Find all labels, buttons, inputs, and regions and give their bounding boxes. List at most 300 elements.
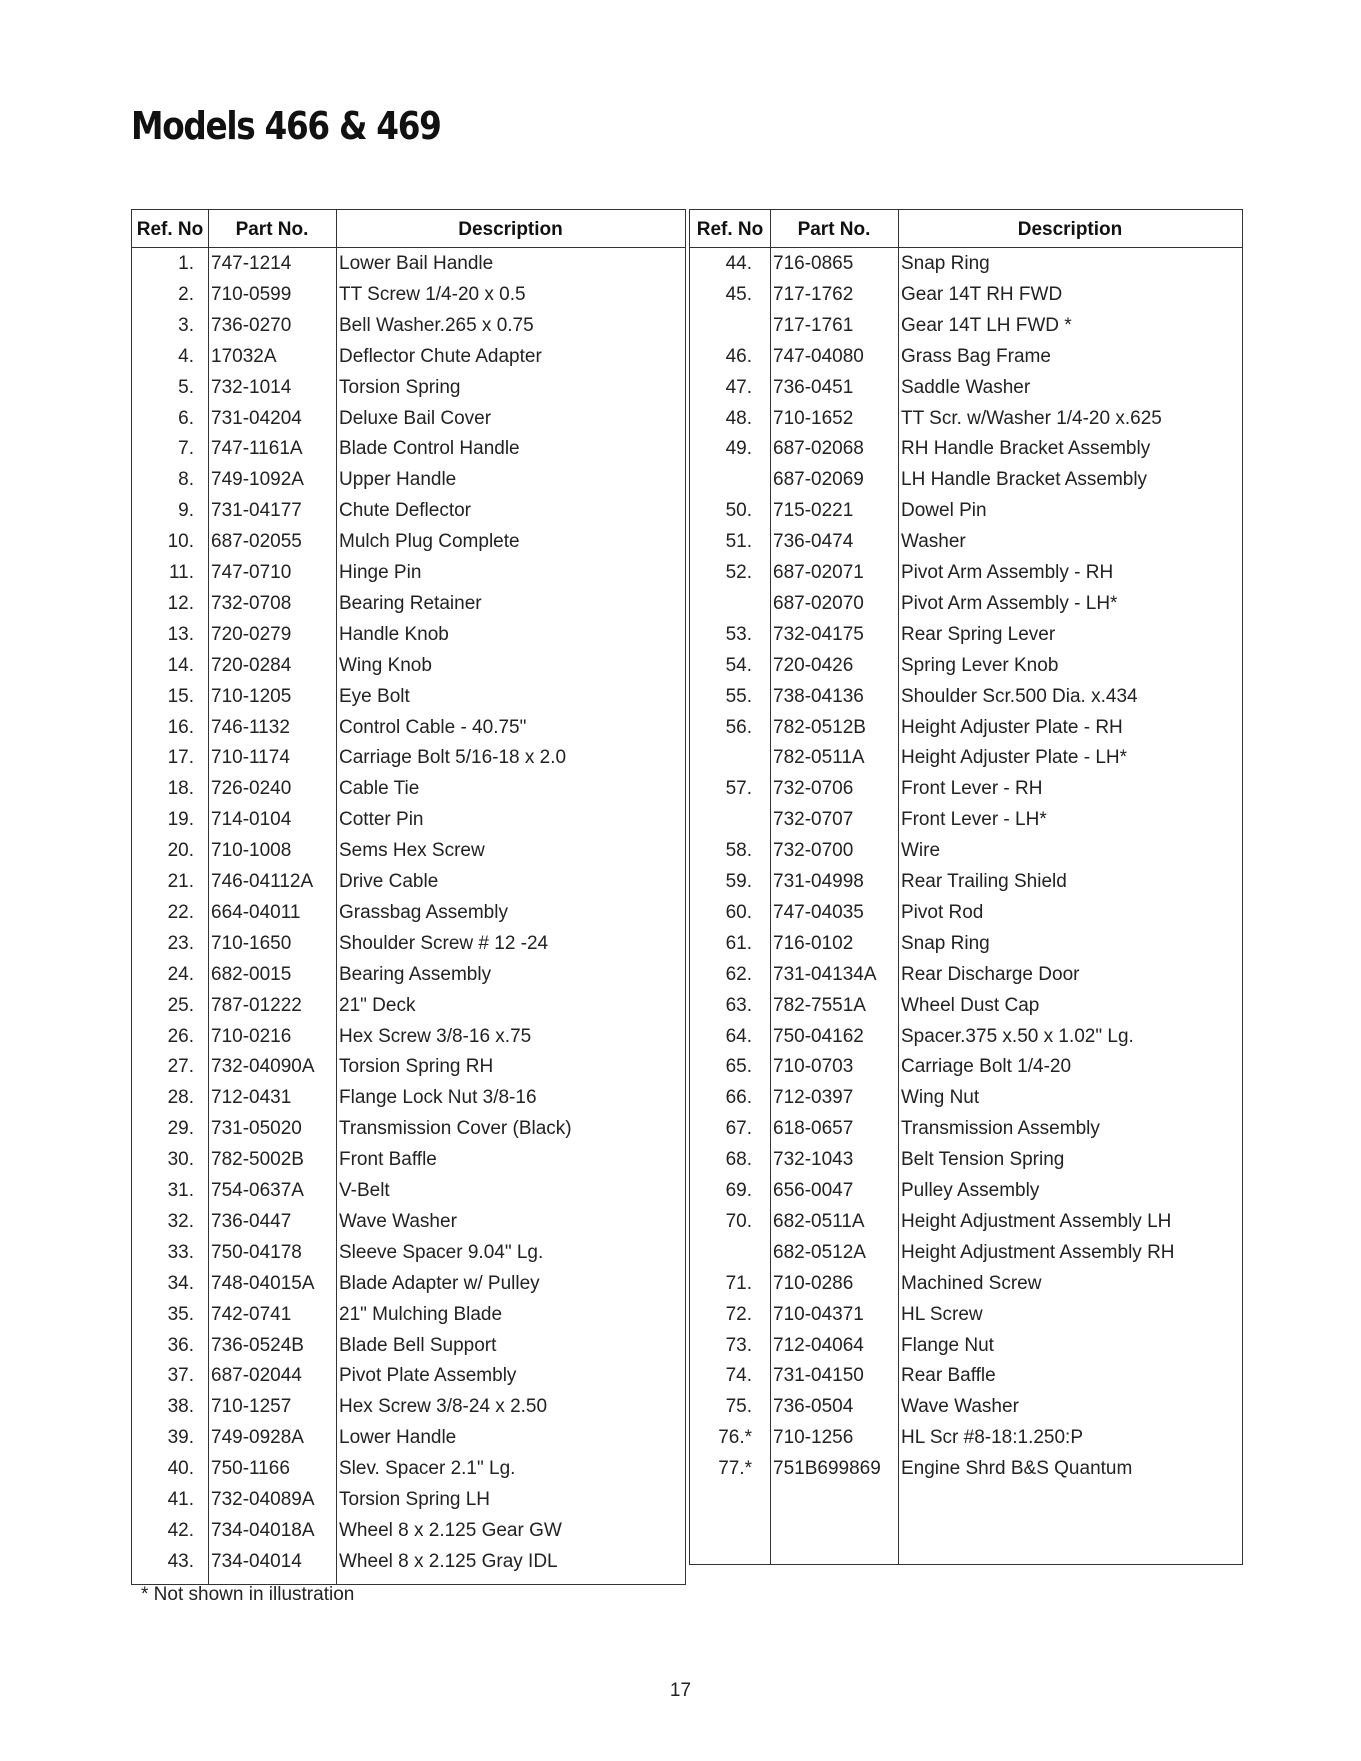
ref-no-cell: 30. [167,1149,194,1171]
table-row [132,1454,685,1484]
table-row [132,1485,685,1515]
description-cell: Front Baffle [339,1149,437,1171]
table-row [690,1361,1242,1391]
ref-no-cell: 64. [725,1025,752,1047]
description-cell: Shoulder Screw # 12 -24 [339,932,549,954]
ref-no-cell: 25. [167,994,194,1016]
part-no-cell: 710-1174 [211,747,290,769]
table-row [132,1207,685,1237]
table-row [132,373,685,403]
part-no-cell: 618-0657 [773,1118,854,1140]
ref-no-cell: 11. [168,562,194,583]
description-cell: Height Adjuster Plate - LH* [901,747,1128,769]
description-cell: Spring Lever Knob [901,654,1059,676]
ref-no-cell: 7. [178,438,194,460]
description-cell: Snap Ring [901,932,990,954]
part-no-cell: 682-0511A [773,1210,865,1232]
ref-no-cell: 50. [725,500,752,522]
description-cell: Rear Trailing Shield [901,871,1067,892]
ref-no-cell: 60. [725,901,752,923]
part-no-cell: 731-04134A [773,963,877,985]
description-cell: 21" Deck [339,994,416,1016]
part-no-cell: 782-5002B [211,1149,304,1171]
part-no-cell: 736-0270 [211,314,292,336]
description-cell: 21" Mulching Blade [339,1303,503,1325]
ref-no-cell: 21. [167,871,194,892]
part-no-cell: 732-0700 [773,840,854,862]
part-no-cell: 17032A [211,345,277,367]
ref-no-cell: 28. [167,1087,194,1109]
description-cell: Rear Discharge Door [901,963,1080,985]
table-row [132,465,685,495]
description-cell: Dowel Pin [901,500,987,522]
table-row [690,743,1242,773]
ref-no-cell: 40. [167,1458,194,1480]
description-cell: Bearing Retainer [339,592,482,614]
ref-no-cell: 26. [167,1025,194,1047]
part-no-cell: 782-0512B [773,716,866,738]
table-row [690,465,1242,495]
table-row [690,558,1242,588]
description-cell: HL Scr #8-18:1.250:P [901,1427,1084,1449]
part-no-cell: 714-0104 [211,809,292,831]
footnote: * Not shown in illustration [141,1584,355,1605]
description-cell: Gear 14T LH FWD * [901,314,1072,336]
ref-no-cell: 69. [725,1180,752,1201]
table-row [690,434,1242,464]
part-no-cell: 747-04080 [773,345,864,367]
table-row [690,1423,1242,1453]
table-row [132,1238,685,1268]
ref-no-cell: 3. [178,314,194,336]
ref-no-cell: 24. [167,963,194,985]
ref-no-cell [690,465,752,495]
description-cell: Lower Handle [339,1427,457,1449]
table-row [132,434,685,464]
table-row [132,929,685,959]
ref-no-cell: 56. [725,716,752,738]
part-no-cell: 687-02055 [211,531,302,553]
part-no-cell: 710-1257 [211,1396,292,1418]
part-no-cell: 720-0284 [211,654,292,676]
description-cell: Torsion Spring RH [339,1056,494,1078]
table-row [690,991,1242,1021]
description-cell: Drive Cable [339,871,439,892]
description-cell: Snap Ring [901,253,990,274]
ref-no-cell: 27. [167,1056,194,1078]
table-row [132,836,685,866]
part-no-cell: 750-04178 [211,1241,302,1263]
description-cell: Washer [901,531,966,553]
ref-no-cell: 43. [167,1550,194,1572]
ref-no-cell: 36. [167,1334,194,1356]
description-cell: Deluxe Bail Cover [339,407,492,429]
ref-no-cell [690,311,752,341]
ref-no-cell: 10. [167,531,194,553]
part-no-cell: 747-1214 [211,253,292,274]
table-row [690,1207,1242,1237]
table-row [132,991,685,1021]
description-cell: Bell Washer.265 x 0.75 [339,314,534,336]
table-row [132,651,685,681]
description-cell: Cable Tie [339,778,420,800]
table-row [132,280,685,310]
description-cell: Engine Shrd B&S Quantum [901,1458,1133,1480]
description-cell: Height Adjustment Assembly RH [901,1241,1175,1263]
table-row [132,311,685,341]
part-no-cell: 734-04018A [211,1519,315,1541]
description-cell: Pivot Plate Assembly [339,1365,517,1387]
part-no-cell: 710-04371 [773,1303,864,1325]
part-no-cell: 748-04015A [211,1272,315,1294]
description-cell: Hinge Pin [339,562,422,583]
parts-table-right [689,209,1243,1565]
description-cell: Pivot Arm Assembly - LH* [901,592,1118,614]
part-no-cell: 732-04090A [211,1056,315,1078]
part-no-cell: 731-04150 [773,1365,864,1387]
table-header [690,210,1242,248]
ref-no-cell: 6. [178,407,194,429]
part-no-cell: 710-0703 [773,1056,854,1078]
part-no-cell: 742-0741 [211,1303,292,1325]
ref-no-cell: 51. [725,531,752,553]
description-cell: Grass Bag Frame [901,345,1051,367]
part-no-cell: 732-1014 [211,376,292,398]
part-no-cell: 715-0221 [773,500,854,522]
header-description: Description [458,219,563,240]
description-cell: LH Handle Bracket Assembly [901,469,1148,491]
part-no-cell: 682-0015 [211,963,292,985]
table-row [132,774,685,804]
description-cell: Flange Nut [901,1334,994,1356]
table-row [132,342,685,372]
part-no-cell: 710-0286 [773,1272,854,1294]
part-no-cell: 664-04011 [211,901,301,923]
ref-no-cell: 41. [167,1489,194,1510]
ref-no-cell: 22. [167,901,194,923]
part-no-cell: 710-0599 [211,283,292,305]
ref-no-cell: 35. [167,1303,194,1325]
part-no-cell: 750-04162 [773,1025,864,1047]
ref-no-cell: 45. [725,283,752,305]
table-row [690,898,1242,928]
description-cell: Gear 14T RH FWD [901,283,1063,305]
part-no-cell: 687-02068 [773,438,864,460]
ref-no-cell: 5. [178,376,194,398]
table-row [690,280,1242,310]
description-cell: Blade Control Handle [339,438,520,460]
ref-no-cell: 44. [725,253,752,274]
part-no-cell: 682-0512A [773,1241,866,1263]
ref-no-cell: 70. [725,1210,752,1232]
part-no-cell: 720-0279 [211,623,292,645]
ref-no-cell: 54. [725,654,752,676]
description-cell: Height Adjustment Assembly LH [901,1210,1172,1232]
part-no-cell: 732-0706 [773,778,854,800]
table-row [690,1269,1242,1299]
ref-no-cell: 2. [178,283,194,305]
description-cell: Slev. Spacer 2.1" Lg. [339,1458,516,1480]
description-cell: TT Scr. w/Washer 1/4-20 x.625 [901,407,1162,429]
description-cell: Sleeve Spacer 9.04" Lg. [339,1241,544,1263]
ref-no-cell: 73. [725,1334,752,1356]
description-cell: Deflector Chute Adapter [339,345,542,367]
header-part-no: Part No. [797,219,871,240]
description-cell: Front Lever - RH [901,778,1043,800]
table-row [690,1083,1242,1113]
part-no-cell: 732-1043 [773,1149,854,1171]
ref-no-cell: 16. [167,716,194,738]
table-row [690,805,1242,835]
description-cell: Height Adjuster Plate - RH [901,716,1123,738]
table-row [132,558,685,588]
ref-no-cell: 1. [178,253,194,274]
ref-no-cell: 39. [167,1427,194,1449]
description-cell: Pivot Arm Assembly - RH [901,562,1114,583]
part-no-cell: 717-1761 [773,314,854,336]
part-no-cell: 716-0102 [773,932,854,954]
ref-no-cell [690,805,752,835]
table-row [132,1392,685,1422]
part-no-cell: 731-05020 [211,1118,302,1140]
table-row [132,682,685,712]
table-row [132,1300,685,1330]
part-no-cell: 712-0397 [773,1087,854,1109]
ref-no-cell: 47. [725,376,752,398]
part-no-cell: 736-0474 [773,531,854,553]
table-header [132,210,685,248]
table-row [132,1423,685,1453]
table-row [132,743,685,773]
part-no-cell: 710-1650 [211,932,292,954]
table-row [690,1176,1242,1206]
description-cell: Flange Lock Nut 3/8-16 [339,1087,537,1109]
part-no-cell: 734-04014 [211,1550,302,1572]
table-row [690,1052,1242,1082]
ref-no-cell: 77.* [718,1458,752,1480]
part-no-cell: 687-02071 [773,562,864,583]
part-no-cell: 749-1092A [211,469,304,491]
ref-no-cell: 34. [167,1272,194,1294]
description-cell: Bearing Assembly [339,963,492,985]
ref-no-cell: 58. [725,840,752,862]
table-row [132,404,685,434]
part-no-cell: 726-0240 [211,778,292,800]
table-row [690,1454,1242,1484]
table-row [132,249,685,279]
ref-no-cell: 48. [725,407,752,429]
table-row [690,342,1242,372]
header-ref-no: Ref. No [696,219,764,240]
part-no-cell: 782-7551A [773,994,866,1016]
ref-no-cell: 49. [725,438,752,460]
ref-no-cell: 12. [167,592,194,614]
ref-no-cell: 4. [178,345,194,367]
part-no-cell: 749-0928A [211,1427,304,1449]
table-row [132,1331,685,1361]
table-row [690,1300,1242,1330]
description-cell: Cotter Pin [339,809,424,831]
table-row [132,527,685,557]
ref-no-cell: 55. [725,685,752,707]
ref-no-cell: 63. [725,994,752,1016]
ref-no-cell: 23. [167,932,194,954]
ref-no-cell: 37. [167,1365,194,1387]
table-row [132,1052,685,1082]
part-no-cell: 710-1256 [773,1427,854,1449]
part-no-cell: 710-1205 [211,685,292,707]
table-row [132,1145,685,1175]
description-cell: Mulch Plug Complete [339,531,520,553]
ref-no-cell: 59. [725,871,752,892]
description-cell: Wing Nut [901,1087,980,1109]
ref-no-cell: 8. [178,469,194,491]
description-cell: TT Screw 1/4-20 x 0.5 [339,283,526,305]
ref-no-cell [690,743,752,773]
part-no-cell: 731-04998 [773,871,864,892]
part-no-cell: 720-0426 [773,654,854,676]
table-row [132,867,685,897]
table-row [690,373,1242,403]
part-no-cell: 687-02069 [773,469,864,491]
table-row [132,1516,685,1546]
part-no-cell: 710-1652 [773,407,854,429]
table-row [690,496,1242,526]
page-number: 17 [669,1680,692,1701]
ref-no-cell: 31. [167,1180,194,1201]
ref-no-cell: 19. [167,809,194,831]
ref-no-cell: 68. [725,1149,752,1171]
ref-no-cell: 32. [167,1210,194,1232]
part-no-cell: 717-1762 [773,283,854,305]
table-row [690,1022,1242,1052]
description-cell: Machined Screw [901,1272,1042,1294]
ref-no-cell: 29. [167,1118,194,1140]
table-row [132,898,685,928]
table-row [132,805,685,835]
ref-no-cell [690,1238,752,1268]
header-ref-no: Ref. No [136,219,204,240]
description-cell: Shoulder Scr.500 Dia. x.434 [901,685,1138,707]
part-no-cell: 736-0524B [211,1334,304,1356]
part-no-cell: 710-1008 [211,840,292,862]
table-row [132,496,685,526]
description-cell: Wheel Dust Cap [901,994,1040,1016]
part-no-cell: 732-0708 [211,592,292,614]
description-cell: Lower Bail Handle [339,253,494,274]
table-row [690,836,1242,866]
ref-no-cell: 42. [167,1519,194,1541]
description-cell: Wheel 8 x 2.125 Gray IDL [339,1550,558,1572]
description-cell: Saddle Washer [901,376,1031,398]
table-row [690,774,1242,804]
description-cell: Grassbag Assembly [339,901,508,923]
ref-no-cell: 14. [167,654,194,676]
part-no-cell: 787-01222 [211,994,302,1016]
description-cell: Hex Screw 3/8-16 x.75 [339,1025,532,1047]
part-no-cell: 731-04204 [211,407,302,429]
description-cell: Handle Knob [339,623,449,645]
part-no-cell: 736-0504 [773,1396,854,1418]
ref-no-cell: 74. [725,1365,752,1387]
part-no-cell: 747-04035 [773,901,864,923]
description-cell: Front Lever - LH* [901,809,1047,831]
table-row [690,1392,1242,1422]
description-cell: Chute Deflector [339,500,472,522]
parts-table-left [131,209,686,1585]
description-cell: Carriage Bolt 5/16-18 x 2.0 [339,747,567,769]
ref-no-cell: 66. [725,1087,752,1109]
table-row [690,527,1242,557]
part-no-cell: 712-0431 [211,1087,292,1109]
description-cell: Carriage Bolt 1/4-20 [901,1056,1072,1078]
table-row [690,589,1242,619]
part-no-cell: 656-0047 [773,1180,854,1201]
part-no-cell: 687-02070 [773,592,864,614]
table-row [132,620,685,650]
table-row [690,867,1242,897]
table-row [132,1083,685,1113]
part-no-cell: 736-0447 [211,1210,292,1232]
part-no-cell: 731-04177 [211,500,302,522]
part-no-cell: 710-0216 [211,1025,292,1047]
table-row [690,713,1242,743]
description-cell: Hex Screw 3/8-24 x 2.50 [339,1396,548,1418]
ref-no-cell: 57. [725,778,752,800]
part-no-cell: 751B699869 [773,1458,881,1480]
header-part-no: Part No. [235,219,309,240]
header-description: Description [1017,219,1123,240]
description-cell: Sems Hex Screw [339,840,485,862]
table-row [690,960,1242,990]
ref-no-cell [690,589,752,619]
table-row [690,651,1242,681]
table-row [690,1145,1242,1175]
part-no-cell: 712-04064 [773,1334,864,1356]
description-cell: Spacer.375 x.50 x 1.02" Lg. [901,1025,1134,1047]
ref-no-cell: 20. [167,840,194,862]
part-no-cell: 754-0637A [211,1180,304,1201]
ref-no-cell: 76.* [718,1427,752,1449]
ref-no-cell: 33. [167,1241,194,1263]
part-no-cell: 746-1132 [211,716,290,738]
part-no-cell: 782-0511A [773,747,865,769]
part-no-cell: 750-1166 [211,1458,290,1480]
part-no-cell: 732-04175 [773,623,864,645]
description-cell: Torsion Spring [339,376,461,398]
table-row [690,249,1242,279]
ref-no-cell: 75. [725,1396,752,1418]
description-cell: Belt Tension Spring [901,1149,1065,1171]
part-no-cell: 732-04089A [211,1489,315,1510]
part-no-cell: 736-0451 [773,376,854,398]
part-no-cell: 716-0865 [773,253,854,274]
table-row [690,620,1242,650]
ref-no-cell: 53. [725,623,752,645]
description-cell: HL Screw [901,1303,983,1325]
table-row [132,1022,685,1052]
part-no-cell: 747-1161A [211,438,303,460]
ref-no-cell: 18. [167,778,194,800]
table-row [690,404,1242,434]
ref-no-cell: 17. [167,747,194,769]
table-row [132,713,685,743]
description-cell: Wave Washer [901,1396,1019,1418]
description-cell: Wing Knob [339,654,432,676]
table-row [690,929,1242,959]
description-cell: Transmission Cover (Black) [339,1118,572,1140]
part-no-cell: 746-04112A [211,871,314,892]
